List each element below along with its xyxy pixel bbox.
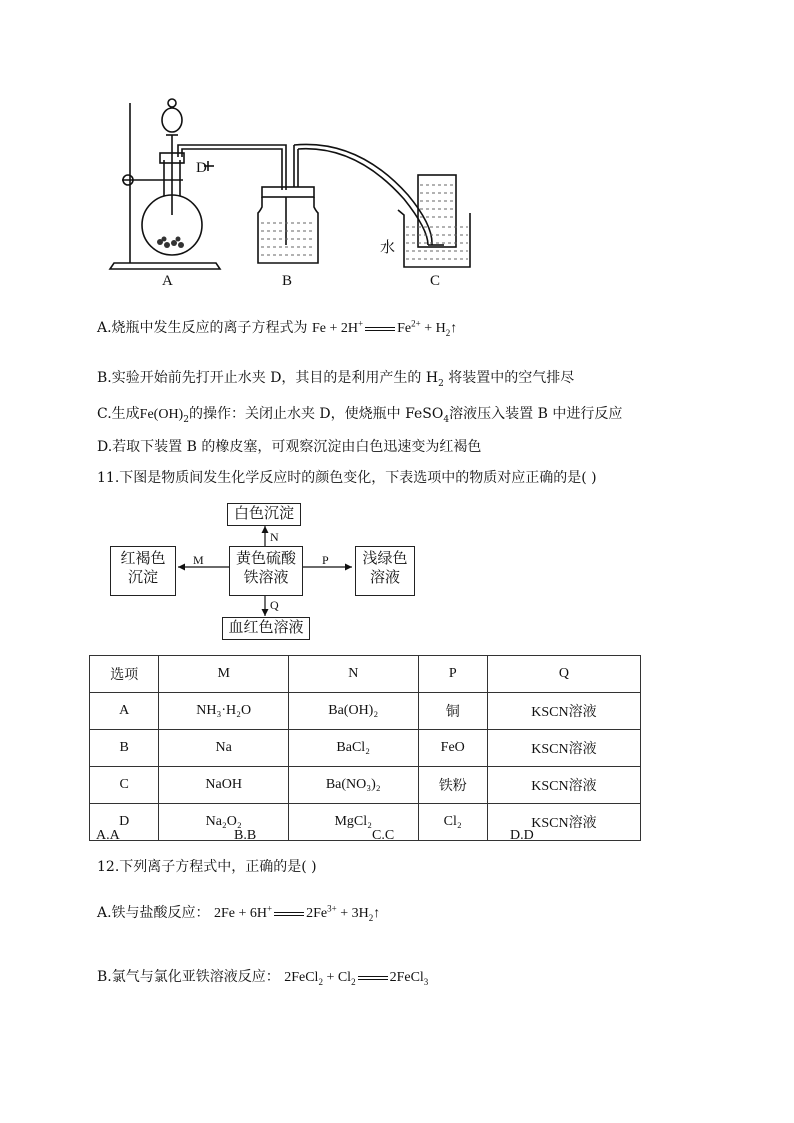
label-water: 水 — [380, 238, 396, 256]
equals-arrow — [358, 976, 388, 980]
table-row: A NH₃·H₂O Ba(OH)₂ 铜 KSCN溶液 — [90, 693, 641, 730]
bottle-b — [258, 197, 318, 263]
header-cell: N — [288, 656, 418, 693]
box-center-ferric-sulfate: 黄色硫酸 铁溶液 — [229, 546, 303, 596]
arrow-label-q: Q — [270, 598, 279, 612]
choice-a[interactable]: A.A — [96, 828, 120, 843]
table-header-row — [90, 656, 641, 693]
q12-option-a: A.铁与盐酸反应： 2Fe + 6H+ $2Fe^{3+}$ + $3H_2↑$ — [97, 903, 381, 923]
iron-pieces — [157, 237, 184, 249]
box-left-red-brown: 红褐色 沉淀 — [110, 546, 176, 596]
header-cell: 选项 — [90, 656, 159, 693]
arrow-label-m: M — [193, 553, 204, 567]
choice-c[interactable]: C.C — [372, 828, 395, 843]
equals-arrow — [274, 912, 304, 916]
header-cell: P — [418, 656, 487, 693]
q10-option-d: D.若取下装置 B 的橡皮塞，可观察沉淀由白色迅速变为红褐色 — [97, 439, 482, 455]
q10-option-c: C.生成$Fe(OH)_2$的操作：关闭止水夹 D，使烧瓶中 FeSO$_4$溶液压入装置 B 中进行反应 — [97, 406, 623, 425]
options-table — [89, 655, 641, 841]
box-bottom-blood-red: 血红色溶液 — [222, 617, 310, 640]
box-top-white-precipitate: 白色沉淀 — [227, 503, 301, 526]
header-cell: M — [159, 656, 289, 693]
beaker-c — [398, 210, 470, 267]
label-b: B — [282, 273, 293, 289]
label-c: C — [430, 273, 441, 289]
choice-d[interactable]: D.D — [510, 828, 534, 843]
q12-option-b: B.氯气与氯化亚铁溶液反应： 2FeCl$_2$ + $Cl_2$ 2FeCl$_3$ — [97, 969, 429, 987]
gas-up-icon: ↑ — [450, 321, 458, 336]
test-tube — [418, 175, 456, 247]
header-cell: Q — [487, 656, 640, 693]
arrow-label-p: P — [322, 553, 329, 567]
choice-b[interactable]: B.B — [234, 828, 257, 843]
label-d: D — [196, 160, 207, 176]
table-row: B Na BaCl₂ FeO KSCN溶液 — [90, 730, 641, 767]
q10-option-a: A.烧瓶中发生反应的离子方程式为 Fe + 2H+ $Fe^{2+}$ + $H_2↑$ — [97, 318, 458, 338]
q11-stem: 11.下图是物质间发生化学反应时的颜色变化，下表选项中的物质对应正确的是( ) — [97, 470, 597, 486]
equals-arrow — [365, 327, 395, 331]
label-a: A — [162, 273, 173, 289]
table-row: C NaOH Ba(NO₃)₂ 铁粉 KSCN溶液 — [90, 767, 641, 804]
stand-base — [110, 263, 220, 269]
apparatus-figure — [108, 95, 480, 295]
table-row: D Na₂O₂ MgCl₂ Cl₂ KSCN溶液 — [90, 804, 641, 841]
q10-option-b: B.实验开始前先打开止水夹 D，其目的是利用产生的 $H_2$ 将装置中的空气排尽 — [97, 370, 575, 389]
q12-stem: 12.下列离子方程式中，正确的是( ) — [97, 859, 317, 875]
dropping-funnel — [162, 108, 182, 132]
box-right-light-green: 浅绿色 溶液 — [355, 546, 415, 596]
arrow-label-n: N — [270, 530, 279, 544]
gas-up-icon: ↑ — [373, 906, 381, 921]
